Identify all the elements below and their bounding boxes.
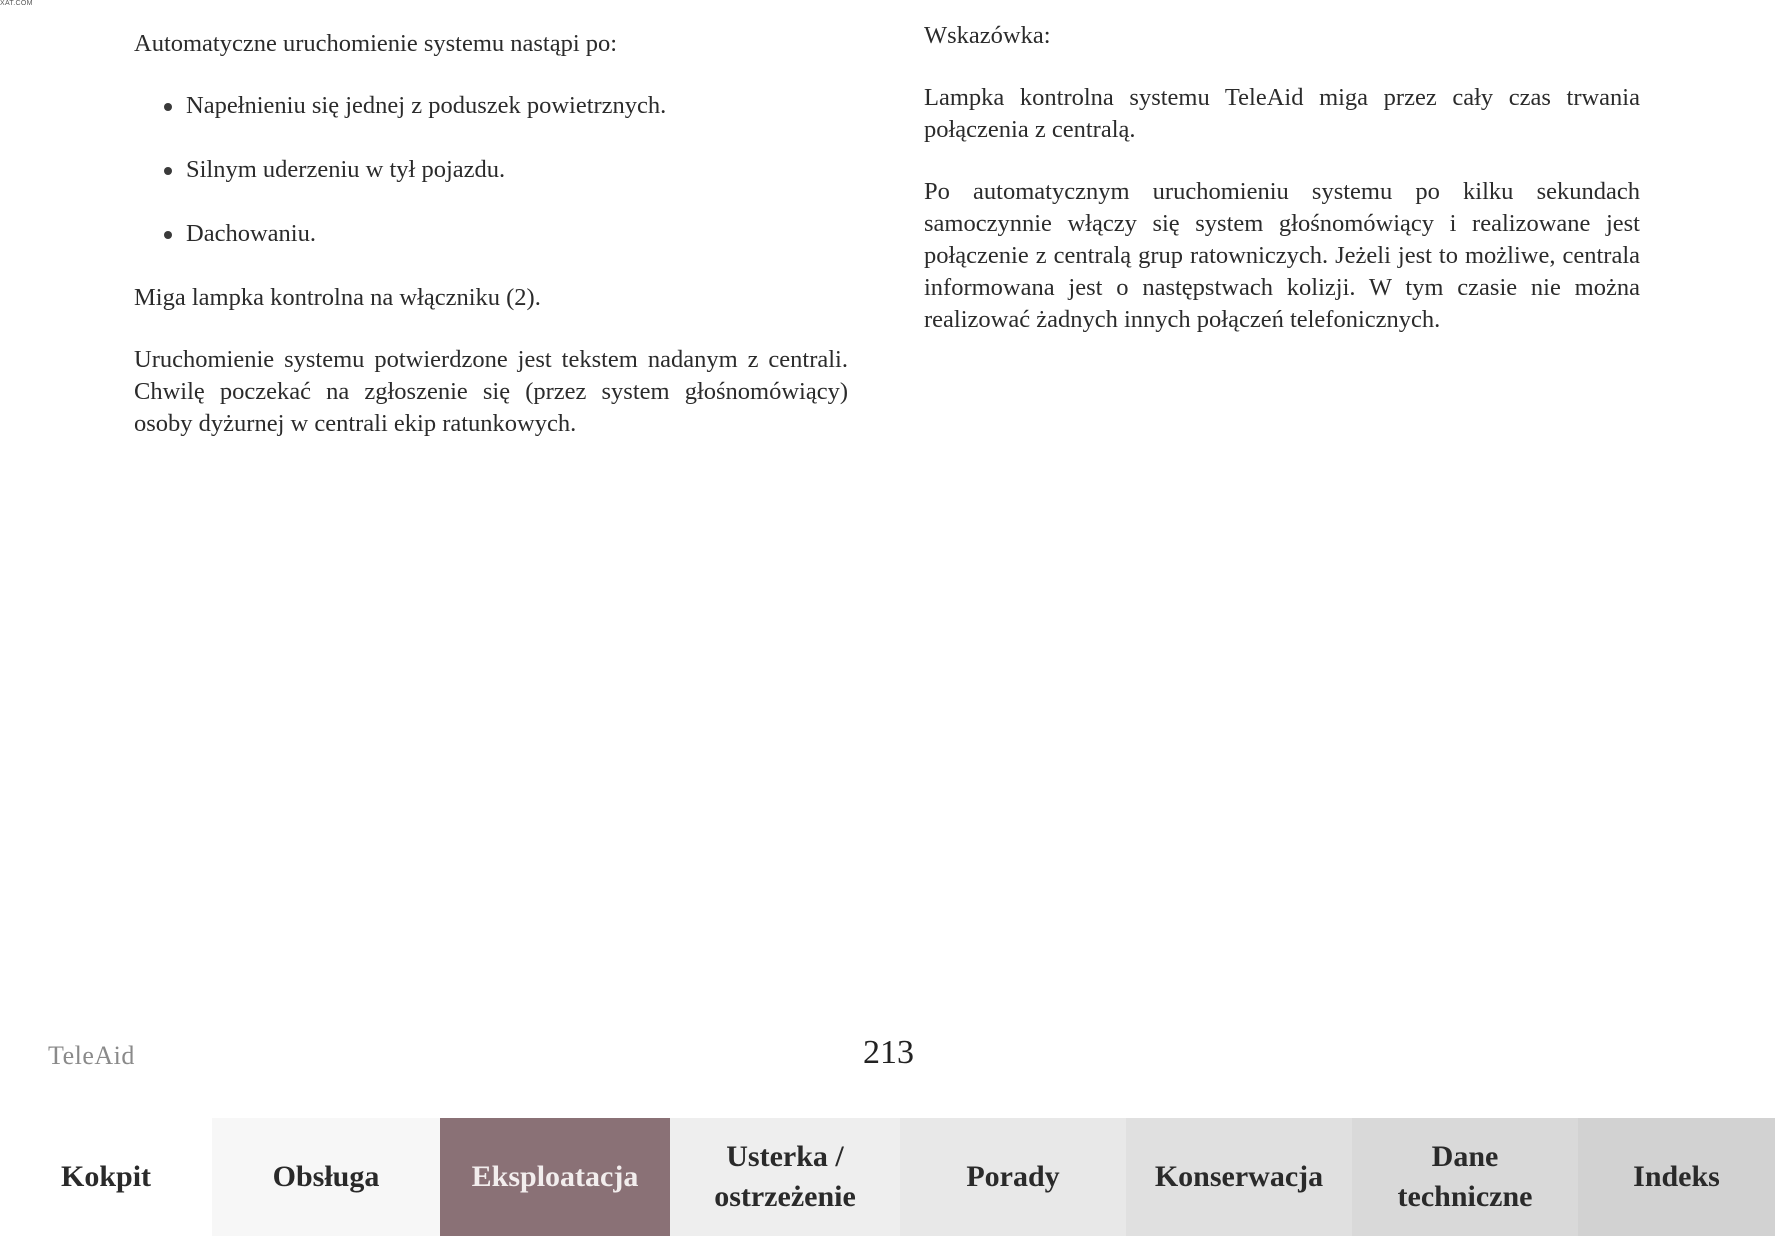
tab-usterka-ostrzezenie[interactable]: Usterka / ostrzeżenie xyxy=(670,1118,900,1236)
section-label: TeleAid xyxy=(48,1041,135,1070)
corner-watermark: XAT.COM xyxy=(0,0,33,7)
bullet-icon xyxy=(164,167,172,175)
list-item xyxy=(164,154,848,186)
tab-kokpit[interactable]: Kokpit xyxy=(0,1118,212,1236)
list-item-text: Napełnieniu się jednej z poduszek powietrznych. xyxy=(186,92,667,119)
bullet-icon xyxy=(164,103,172,111)
tab-indeks[interactable]: Indeks xyxy=(1578,1118,1775,1236)
hint-label: Wskazówka: xyxy=(924,22,1051,49)
intro-paragraph: Automatyczne uruchomienie systemu nastąpi po: xyxy=(134,30,618,57)
tab-konserwacja[interactable]: Konserwacja xyxy=(1126,1118,1352,1236)
list-item-text: Dachowaniu. xyxy=(186,220,316,247)
tab-obsluga[interactable]: Obsługa xyxy=(212,1118,440,1236)
indicator-paragraph: Miga lampka kontrolna na włączniku (2). xyxy=(134,284,541,311)
tab-eksploatacja[interactable]: Eksploatacja xyxy=(440,1118,670,1236)
after-start-paragraph: Po automatycznym uruchomieniu systemu po kilku sekundach samoczynnie włączy się system głośnomówiący i realizowane jest połączenie z centralą grup ratowniczych. Jeżeli jest to możliwe, centrala informowana jest o następstwach kolizji. W tym czasie nie można realizować żadnych innych połączeń telefonicznych. xyxy=(924,178,1640,333)
left-column xyxy=(134,28,848,470)
list-item xyxy=(164,218,848,250)
tab-dane-techniczne[interactable]: Dane techniczne xyxy=(1352,1118,1578,1236)
confirmation-paragraph: Uruchomienie systemu potwierdzone jest tekstem nadanym z centrali. Chwilę poczekać na zgłoszenie się (przez system głośnomówiący) osoby dyżurnej w centrali ekip ratunkowych. xyxy=(134,346,848,437)
tab-porady[interactable]: Porady xyxy=(900,1118,1126,1236)
right-column xyxy=(924,20,1640,366)
page-number: 213 xyxy=(863,1034,914,1071)
bullet-icon xyxy=(164,231,172,239)
hint-paragraph: Lampka kontrolna systemu TeleAid miga przez cały czas trwania połączenia z centralą. xyxy=(924,84,1640,143)
list-item-text: Silnym uderzeniu w tył pojazdu. xyxy=(186,156,506,183)
list-item xyxy=(164,90,848,122)
trigger-list xyxy=(134,90,848,250)
chapter-tabs xyxy=(0,1118,1775,1236)
